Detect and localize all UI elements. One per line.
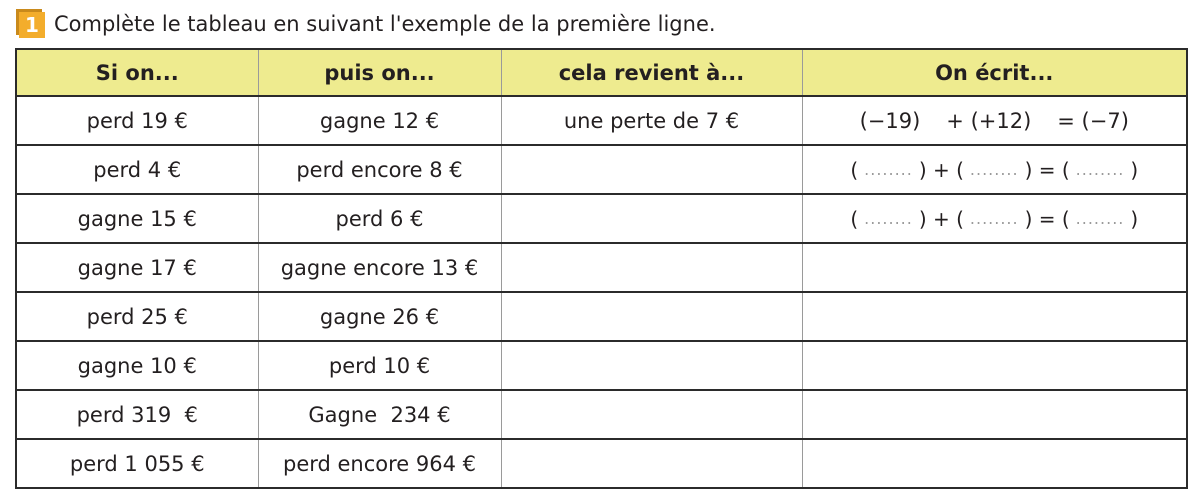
- cell-on-ecrit-blank[interactable]: [802, 292, 1187, 341]
- cell-si-on: perd 4 €: [16, 145, 258, 194]
- header-on-ecrit: On écrit...: [802, 49, 1187, 96]
- table-row: [16, 390, 1187, 439]
- exercise-number: 1: [19, 12, 45, 38]
- cell-on-ecrit-blank[interactable]: [802, 243, 1187, 292]
- cell-si-on: gagne 15 €: [16, 194, 258, 243]
- instruction-text: Complète le tableau en suivant l'exemple de la première ligne.: [54, 12, 716, 36]
- cell-puis-on: perd encore 964 €: [258, 439, 501, 488]
- table-row: [16, 96, 1187, 145]
- formula-template[interactable]: ( ........ ) + ( ........ ) = ( ........ ): [850, 157, 1139, 182]
- example-formula: [860, 109, 1129, 133]
- cell-on-ecrit-blank[interactable]: [802, 341, 1187, 390]
- cell-on-ecrit-example: [802, 96, 1187, 145]
- table-header-row: [16, 49, 1187, 96]
- cell-cela-revient: une perte de 7 €: [501, 96, 802, 145]
- cell-puis-on: perd 10 €: [258, 341, 501, 390]
- cell-on-ecrit-blank[interactable]: [802, 439, 1187, 488]
- table-row: [16, 292, 1187, 341]
- cell-si-on: gagne 17 €: [16, 243, 258, 292]
- exercise-table: [15, 48, 1188, 489]
- cell-cela-revient-blank[interactable]: [501, 243, 802, 292]
- cell-puis-on: gagne encore 13 €: [258, 243, 501, 292]
- cell-si-on: perd 1 055 €: [16, 439, 258, 488]
- cell-cela-revient-blank[interactable]: [501, 341, 802, 390]
- table-row: [16, 145, 1187, 194]
- header-si-on: Si on...: [16, 49, 258, 96]
- exercise-instruction: [16, 8, 716, 40]
- table-row: [16, 194, 1187, 243]
- cell-on-ecrit-template[interactable]: [802, 194, 1187, 243]
- cell-cela-revient-blank[interactable]: [501, 439, 802, 488]
- cell-si-on: perd 25 €: [16, 292, 258, 341]
- cell-cela-revient-blank[interactable]: [501, 145, 802, 194]
- cell-cela-revient-blank[interactable]: [501, 292, 802, 341]
- cell-puis-on: gagne 12 €: [258, 96, 501, 145]
- cell-si-on: perd 19 €: [16, 96, 258, 145]
- formula-term1: (−19): [859, 108, 921, 133]
- blank-term1[interactable]: ........: [864, 209, 913, 228]
- blank-result[interactable]: ........: [1075, 209, 1125, 228]
- cell-cela-revient-blank[interactable]: [501, 390, 802, 439]
- table-row: [16, 341, 1187, 390]
- cell-puis-on: perd 6 €: [258, 194, 501, 243]
- header-cela-revient: cela revient à...: [501, 49, 802, 96]
- blank-term1[interactable]: ........: [864, 160, 913, 179]
- cell-cela-revient-blank[interactable]: [501, 194, 802, 243]
- cell-si-on: perd 319 €: [16, 390, 258, 439]
- cell-puis-on: gagne 26 €: [258, 292, 501, 341]
- cell-puis-on: Gagne 234 €: [258, 390, 501, 439]
- formula-template[interactable]: ( ........ ) + ( ........ ) = ( ........ ): [850, 206, 1139, 231]
- table-row: [16, 243, 1187, 292]
- blank-term2[interactable]: ........: [969, 160, 1019, 179]
- exercise-number-badge: [16, 9, 46, 39]
- cell-on-ecrit-template[interactable]: [802, 145, 1187, 194]
- formula-result: = (−7): [1057, 108, 1129, 133]
- cell-puis-on: perd encore 8 €: [258, 145, 501, 194]
- table-row: [16, 439, 1187, 488]
- blank-term2[interactable]: ........: [969, 209, 1019, 228]
- cell-on-ecrit-blank[interactable]: [802, 390, 1187, 439]
- formula-operation: + (+12): [946, 108, 1032, 133]
- cell-si-on: gagne 10 €: [16, 341, 258, 390]
- header-puis-on: puis on...: [258, 49, 501, 96]
- blank-result[interactable]: ........: [1075, 160, 1125, 179]
